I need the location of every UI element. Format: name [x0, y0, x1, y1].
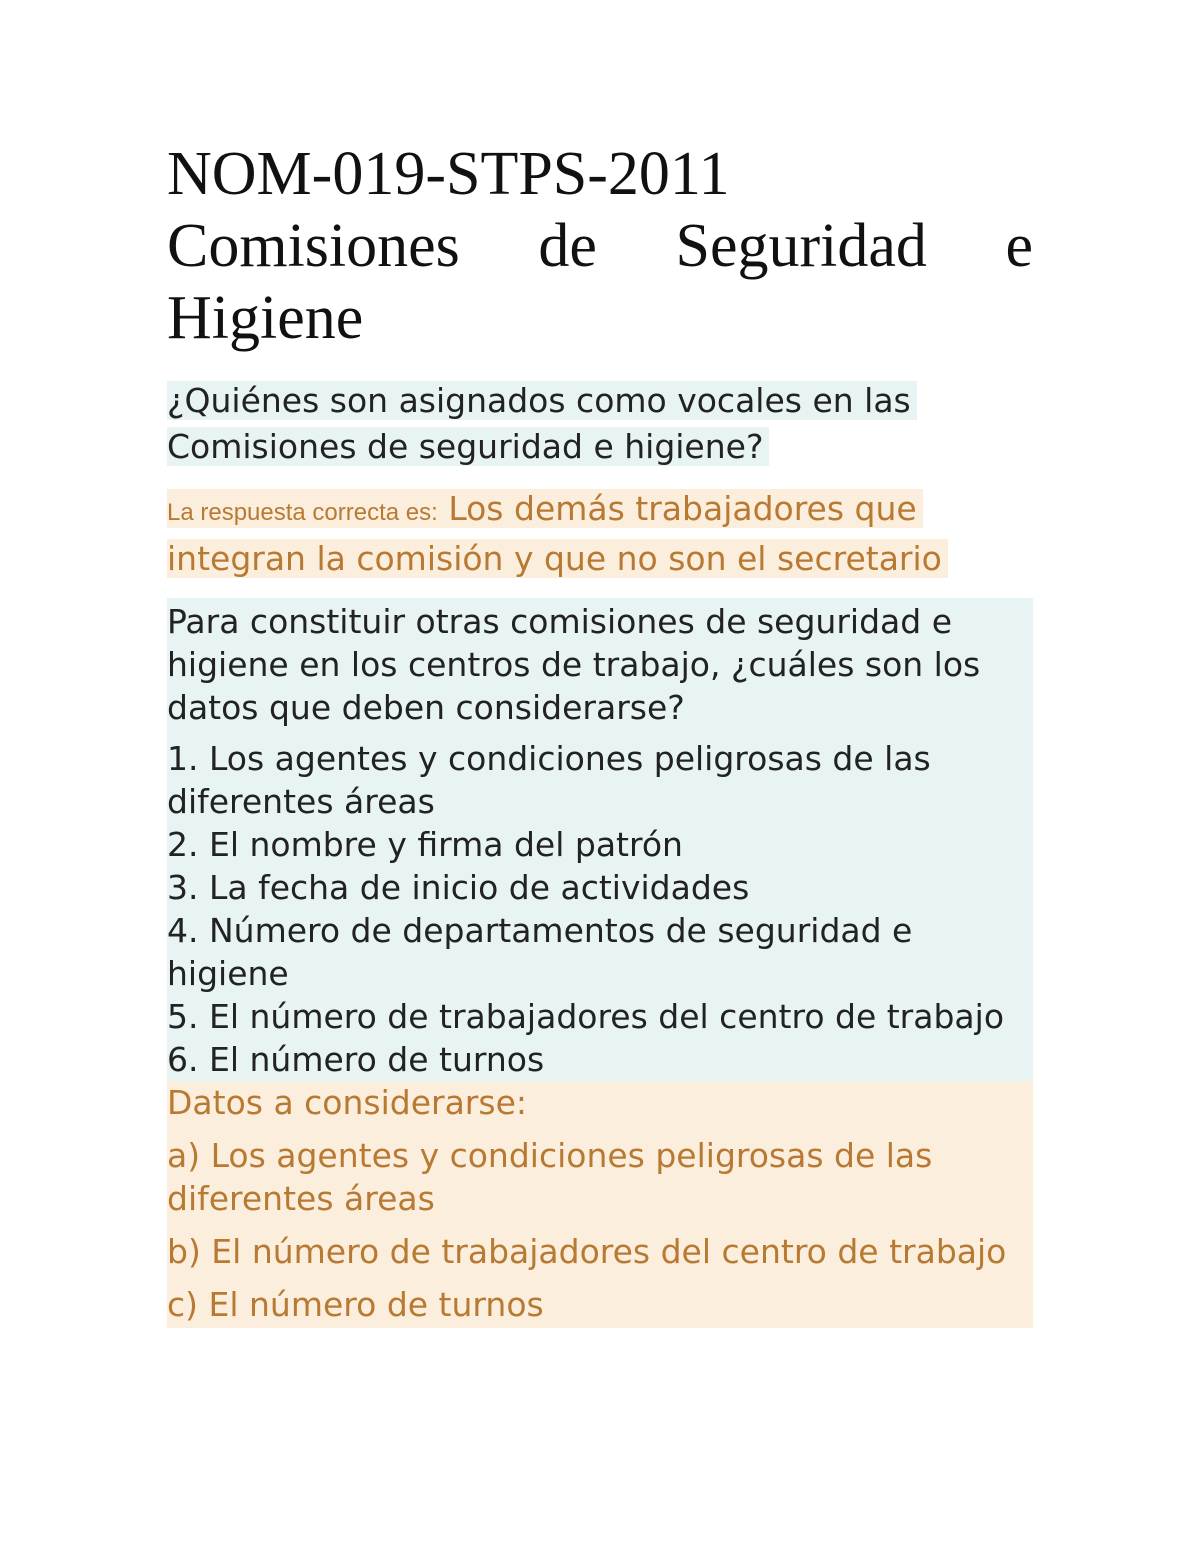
question-1-line-2: Comisiones de seguridad e higiene?: [167, 427, 769, 466]
title-line-3: Higiene: [167, 284, 364, 352]
answer-2-list: [167, 1134, 1033, 1326]
title-line-2: [167, 210, 1033, 282]
list-item: 5. El número de trabajadores del centro de trabajo: [167, 997, 1005, 1036]
answer-1-line-2: integran la comisión y que no son el secretario: [167, 539, 948, 578]
list-item: 6. El número de turnos: [167, 1040, 545, 1079]
answer-2-title: Datos a considerarse:: [167, 1083, 527, 1122]
title-word: e: [1005, 212, 1033, 280]
title-word: Seguridad: [675, 212, 927, 280]
answer-1-line-1: [167, 489, 923, 528]
list-item: b) El número de trabajadores del centro de trabajo: [167, 1232, 1007, 1271]
document-title: [167, 138, 1033, 354]
title-word: de: [538, 212, 597, 280]
list-item: 2. El nombre y firma del patrón: [167, 825, 683, 864]
list-item: 1. Los agentes y condiciones peligrosas de las diferentes áreas: [167, 739, 931, 821]
title-word: Comisiones: [167, 212, 460, 280]
question-2-block: [167, 598, 1033, 1081]
document-page: [167, 138, 1033, 1328]
question-1-line-1: ¿Quiénes son asignados como vocales en las: [167, 381, 917, 420]
title-line-1: NOM-019-STPS-2011: [167, 140, 730, 208]
answer-1-text-1: Los demás trabajadores que: [448, 489, 917, 528]
answer-2-block: [167, 1081, 1033, 1328]
list-item: 4. Número de departamentos de seguridad e higiene: [167, 911, 913, 993]
options-list: [167, 737, 1033, 1081]
answer-1-prefix: La respuesta correcta es:: [167, 499, 438, 526]
list-item: 3. La fecha de inicio de actividades: [167, 868, 750, 907]
question-2: Para constituir otras comisiones de seguridad e higiene en los centros de trabajo, ¿cuáles son los datos que deben considerarse?: [167, 602, 981, 727]
list-item: a) Los agentes y condiciones peligrosas de las diferentes áreas: [167, 1136, 933, 1218]
question-1: [167, 378, 1033, 470]
answer-1: [167, 486, 1033, 582]
list-item: c) El número de turnos: [167, 1285, 544, 1324]
